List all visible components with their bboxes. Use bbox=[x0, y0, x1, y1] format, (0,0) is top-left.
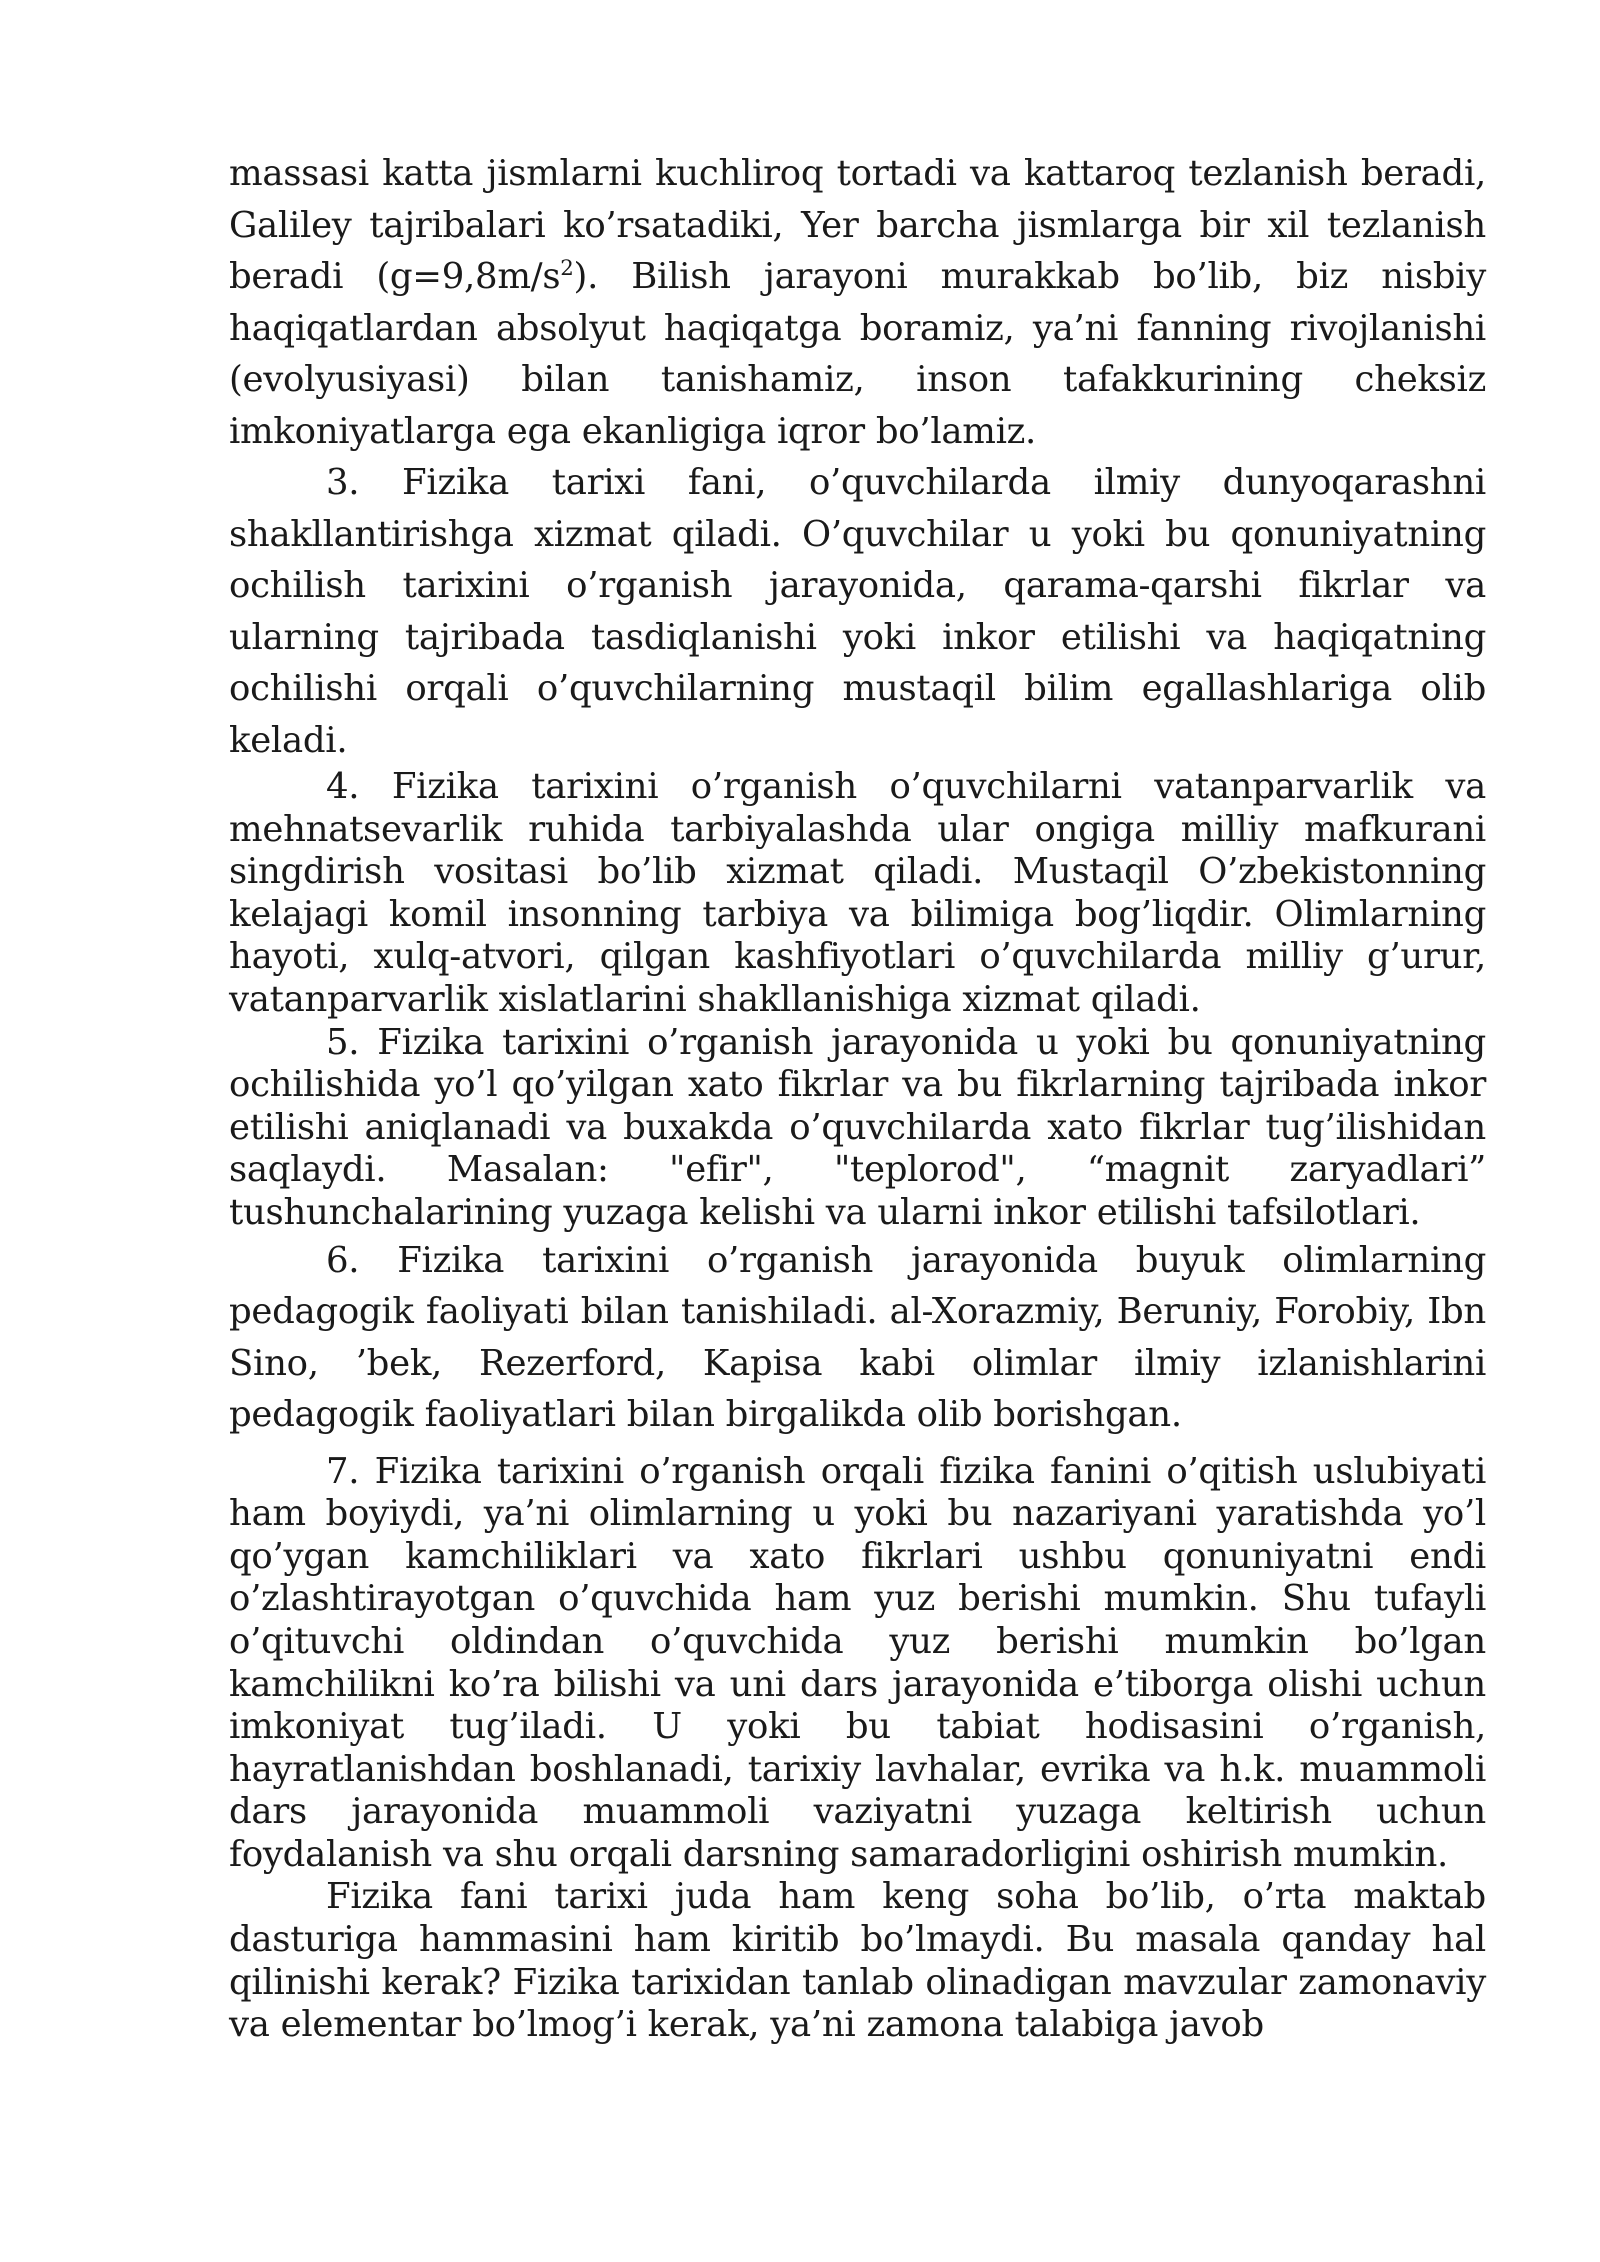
paragraph-text: ). Bilish jarayoni murakkab bo’lib, biz nisbiy haqiqatlardan absolyut haqiqatga boramiz, ya’ni fanning rivojlanishi (evolyusiyasi) bilan tanishamiz, inson tafakkurining cheksiz imkoniyatlarga ega ekanligiga iqror bo’lamiz. bbox=[229, 256, 1486, 452]
paragraph-item-6: 6. Fizika tarixini o’rganish jarayonida buyuk olimlarning pedagogik faoliyati bilan tanishiladi. al-Xorazmiy, Beruniy, Forobiy, Ibn Sino, ’bek, Rezerford, Kapisa kabi olimlar ilmiy izlanishlarini pedagogik faoliyatlari bilan birgalikda olib borishgan. bbox=[229, 1239, 1486, 1436]
document-page bbox=[229, 148, 1486, 2047]
paragraph-closing: Fizika fani tarixi juda ham keng soha bo’lib, o’rta maktab dasturiga hammasini ham kiritib bo’lmaydi. Bu masala qanday hal qilinishi kerak? Fizika tarixidan tanlab olinadigan mavzular zamonaviy va elementar bo’lmog’i kerak, ya’ni zamona talabiga javob bbox=[229, 1876, 1486, 2046]
superscript: 2 bbox=[560, 256, 574, 282]
paragraph-item-5: 5. Fizika tarixini o’rganish jarayonida u yoki bu qonuniyatning ochilishida yo’l qo’yilgan xato fikrlar va bu fikrlarning tajribada inkor etilishi aniqlanadi va buxakda o’quvchilarda xato fikrlar tug’ilishidan saqlaydi. Masalan: "efir", "teplorod", “magnit zaryadlari” tushunchalarining yuzaga kelishi va ularni inkor etilishi tafsilotlari. bbox=[229, 1021, 1486, 1233]
paragraph-item-7: 7. Fizika tarixini o’rganish orqali fizika fanini o’qitish uslubiyati ham boyiydi, ya’ni olimlarning u yoki bu nazariyani yaratishda yo’l qo’ygan kamchiliklari va xato fikrlari ushbu qonuniyatni endi o’zlashtirayotgan o’quvchida ham yuz berishi mumkin. Shu tufayli o’qituvchi oldindan o’quvchida yuz berishi mumkin bo’lgan kamchilikni ko’ra bilishi va uni dars jarayonida e’tiborga olishi uchun imkoniyat tug’iladi. U yoki bu tabiat hodisasini o’rganish, hayratlanishdan boshlanadi, tarixiy lavhalar, evrika va h.k. muammoli dars jarayonida muammoli vaziyatni yuzaga keltirish uchun foydalanish va shu orqali darsning samaradorligini oshirish mumkin. bbox=[229, 1450, 1486, 1875]
paragraph-continuation bbox=[229, 148, 1486, 457]
paragraph-item-4: 4. Fizika tarixini o’rganish o’quvchilarni vatanparvarlik va mehnatsevarlik ruhida tarbiyalashda ular ongiga milliy mafkurani singdirish vositasi bo’lib xizmat qiladi. Mustaqil O’zbekistonning kelajagi komil insonning tarbiya va bilimiga bog’liqdir. Olimlarning hayoti, xulq-atvori, qilgan kashfiyotlari o’quvchilarda milliy g’urur, vatanparvarlik xislatlarini shakllanishiga xizmat qiladi. bbox=[229, 766, 1486, 1020]
paragraph-text: massasi katta jismlarni kuchliroq tortadi va kattaroq tezlanish beradi, Galiley tajribalari ko’rsatadiki, Yer barcha jismlarga bir xil tezlanish beradi (g=9,8m/s bbox=[229, 153, 1486, 297]
paragraph-item-3: 3. Fizika tarixi fani, o’quvchilarda ilmiy dunyoqarashni shakllantirishga xizmat qiladi. O’quvchilar u yoki bu qonuniyatning ochilish tarixini o’rganish jarayonida, qarama-qarshi fikrlar va ularning tajribada tasdiqlanishi yoki inkor etilishi va haqiqatning ochilishi orqali o’quvchilarning mustaqil bilim egallashlariga olib keladi. bbox=[229, 462, 1486, 761]
